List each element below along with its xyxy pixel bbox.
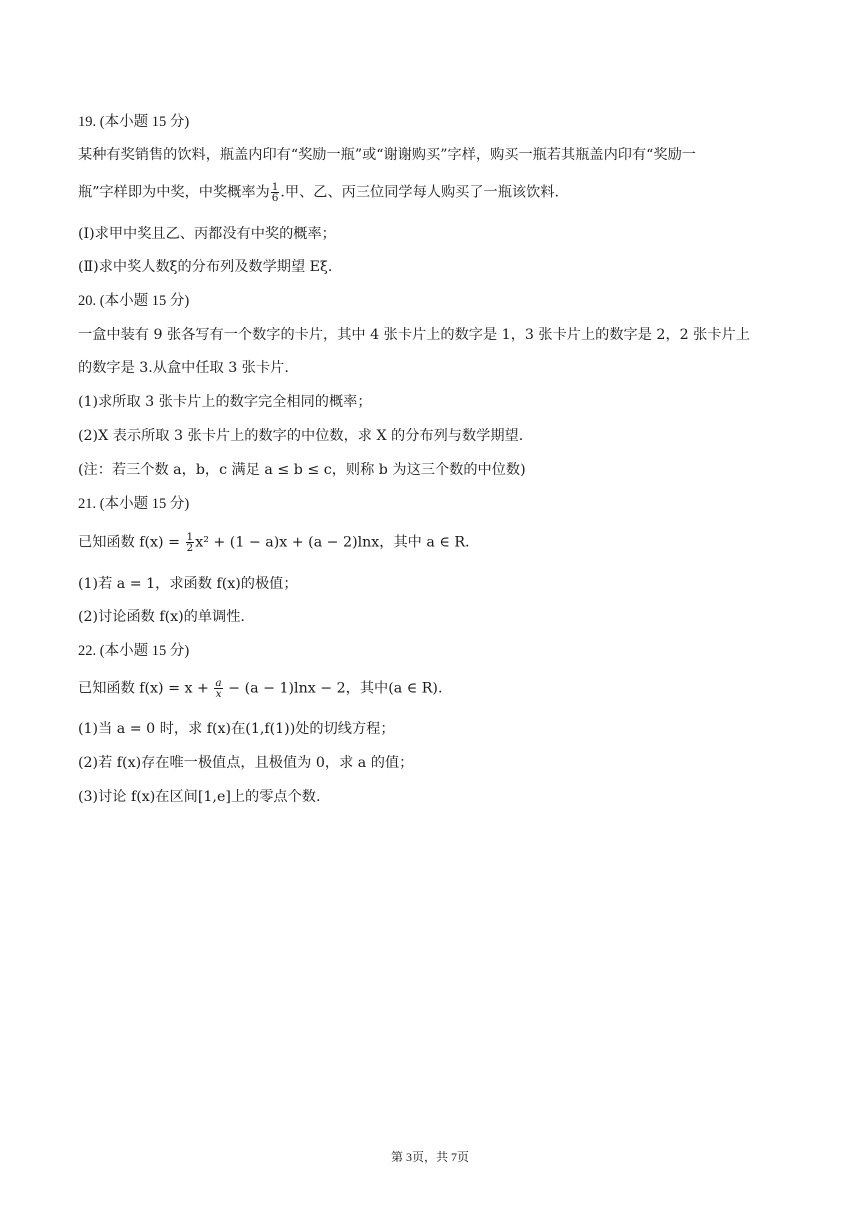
problem-22-part-2: (2)若 f(x)存在唯一极值点，且极值为 0，求 a 的值； — [78, 755, 414, 771]
problem-22-part-3: (3)讨论 f(x)在区间[1,e]上的零点个数. — [78, 789, 321, 805]
problem-19-part-1: (Ⅰ)求甲中奖且乙、丙都没有中奖的概率； — [78, 226, 336, 242]
problem-21-title: 21. (本小题 15 分) — [78, 496, 190, 512]
problem-21-stem-part-b: x² + (1 − a)x + (a − 2)lnx，其中 a ∈ R. — [195, 534, 470, 551]
problem-19-stem-part-b: .甲、乙、丙三位同学每人购买了一瓶该饮料. — [280, 184, 559, 201]
fraction-denominator: 6 — [271, 192, 279, 204]
fraction-numerator: a — [215, 677, 222, 689]
probability-fraction — [271, 182, 280, 203]
problem-20-title: 20. (本小题 15 分) — [78, 293, 190, 309]
a-over-x-fraction — [214, 678, 222, 699]
problem-20-stem-line2: 的数字是 3.从盒中任取 3 张卡片. — [78, 360, 289, 376]
problem-19-stem-part-a: 瓶”字样即为中奖，中奖概率为 — [78, 184, 270, 201]
page-footer: 第 3页，共 7页 — [390, 1150, 469, 1164]
problem-21-part-2: (2)讨论函数 f(x)的单调性. — [78, 609, 245, 625]
problem-21-stem-part-a: 已知函数 f(x) = — [78, 534, 185, 551]
problem-22-title: 22. (本小题 15 分) — [78, 643, 190, 659]
fraction-denominator: 2 — [186, 542, 194, 554]
problem-19-stem-line1: 某种有奖销售的饮料，瓶盖内印有“奖励一瓶”或“谢谢购买”字样，购买一瓶若其瓶盖内印有“奖励一 — [78, 147, 696, 163]
problem-22-stem-part-a: 已知函数 f(x) = x + — [78, 680, 214, 697]
problem-20-part-1: (1)求所取 3 张卡片上的数字完全相同的概率； — [78, 394, 372, 410]
problem-20-stem-line1: 一盒中装有 9 张各写有一个数字的卡片，其中 4 张卡片上的数字是 1，3 张卡片上的数字是 2，2 张卡片上 — [78, 327, 750, 343]
problem-19-stem-line2 — [78, 182, 559, 203]
problem-22-stem-part-b: − (a − 1)lnx − 2，其中(a ∈ R). — [223, 680, 443, 697]
problem-21-stem — [78, 532, 470, 553]
fraction-denominator: x — [215, 688, 222, 700]
fraction-numerator: 1 — [271, 181, 279, 193]
problem-20-note: (注：若三个数 a，b，c 满足 a ≤ b ≤ c，则称 b 为这三个数的中位数) — [78, 462, 526, 478]
problem-22-part-1: (1)当 a = 0 时，求 f(x)在(1,f(1))处的切线方程； — [78, 721, 395, 737]
half-fraction — [186, 532, 195, 553]
problem-20-part-2: (2)X 表示所取 3 张卡片上的数字的中位数，求 X 的分布列与数学期望. — [78, 428, 524, 444]
problem-21-part-1: (1)若 a = 1，求函数 f(x)的极值； — [78, 576, 298, 592]
fraction-numerator: 1 — [186, 531, 194, 543]
problem-19-part-2: (Ⅱ)求中奖人数ξ的分布列及数学期望 Eξ. — [78, 259, 333, 275]
problem-19-title: 19. (本小题 15 分) — [78, 114, 190, 130]
problem-22-stem — [78, 678, 442, 699]
